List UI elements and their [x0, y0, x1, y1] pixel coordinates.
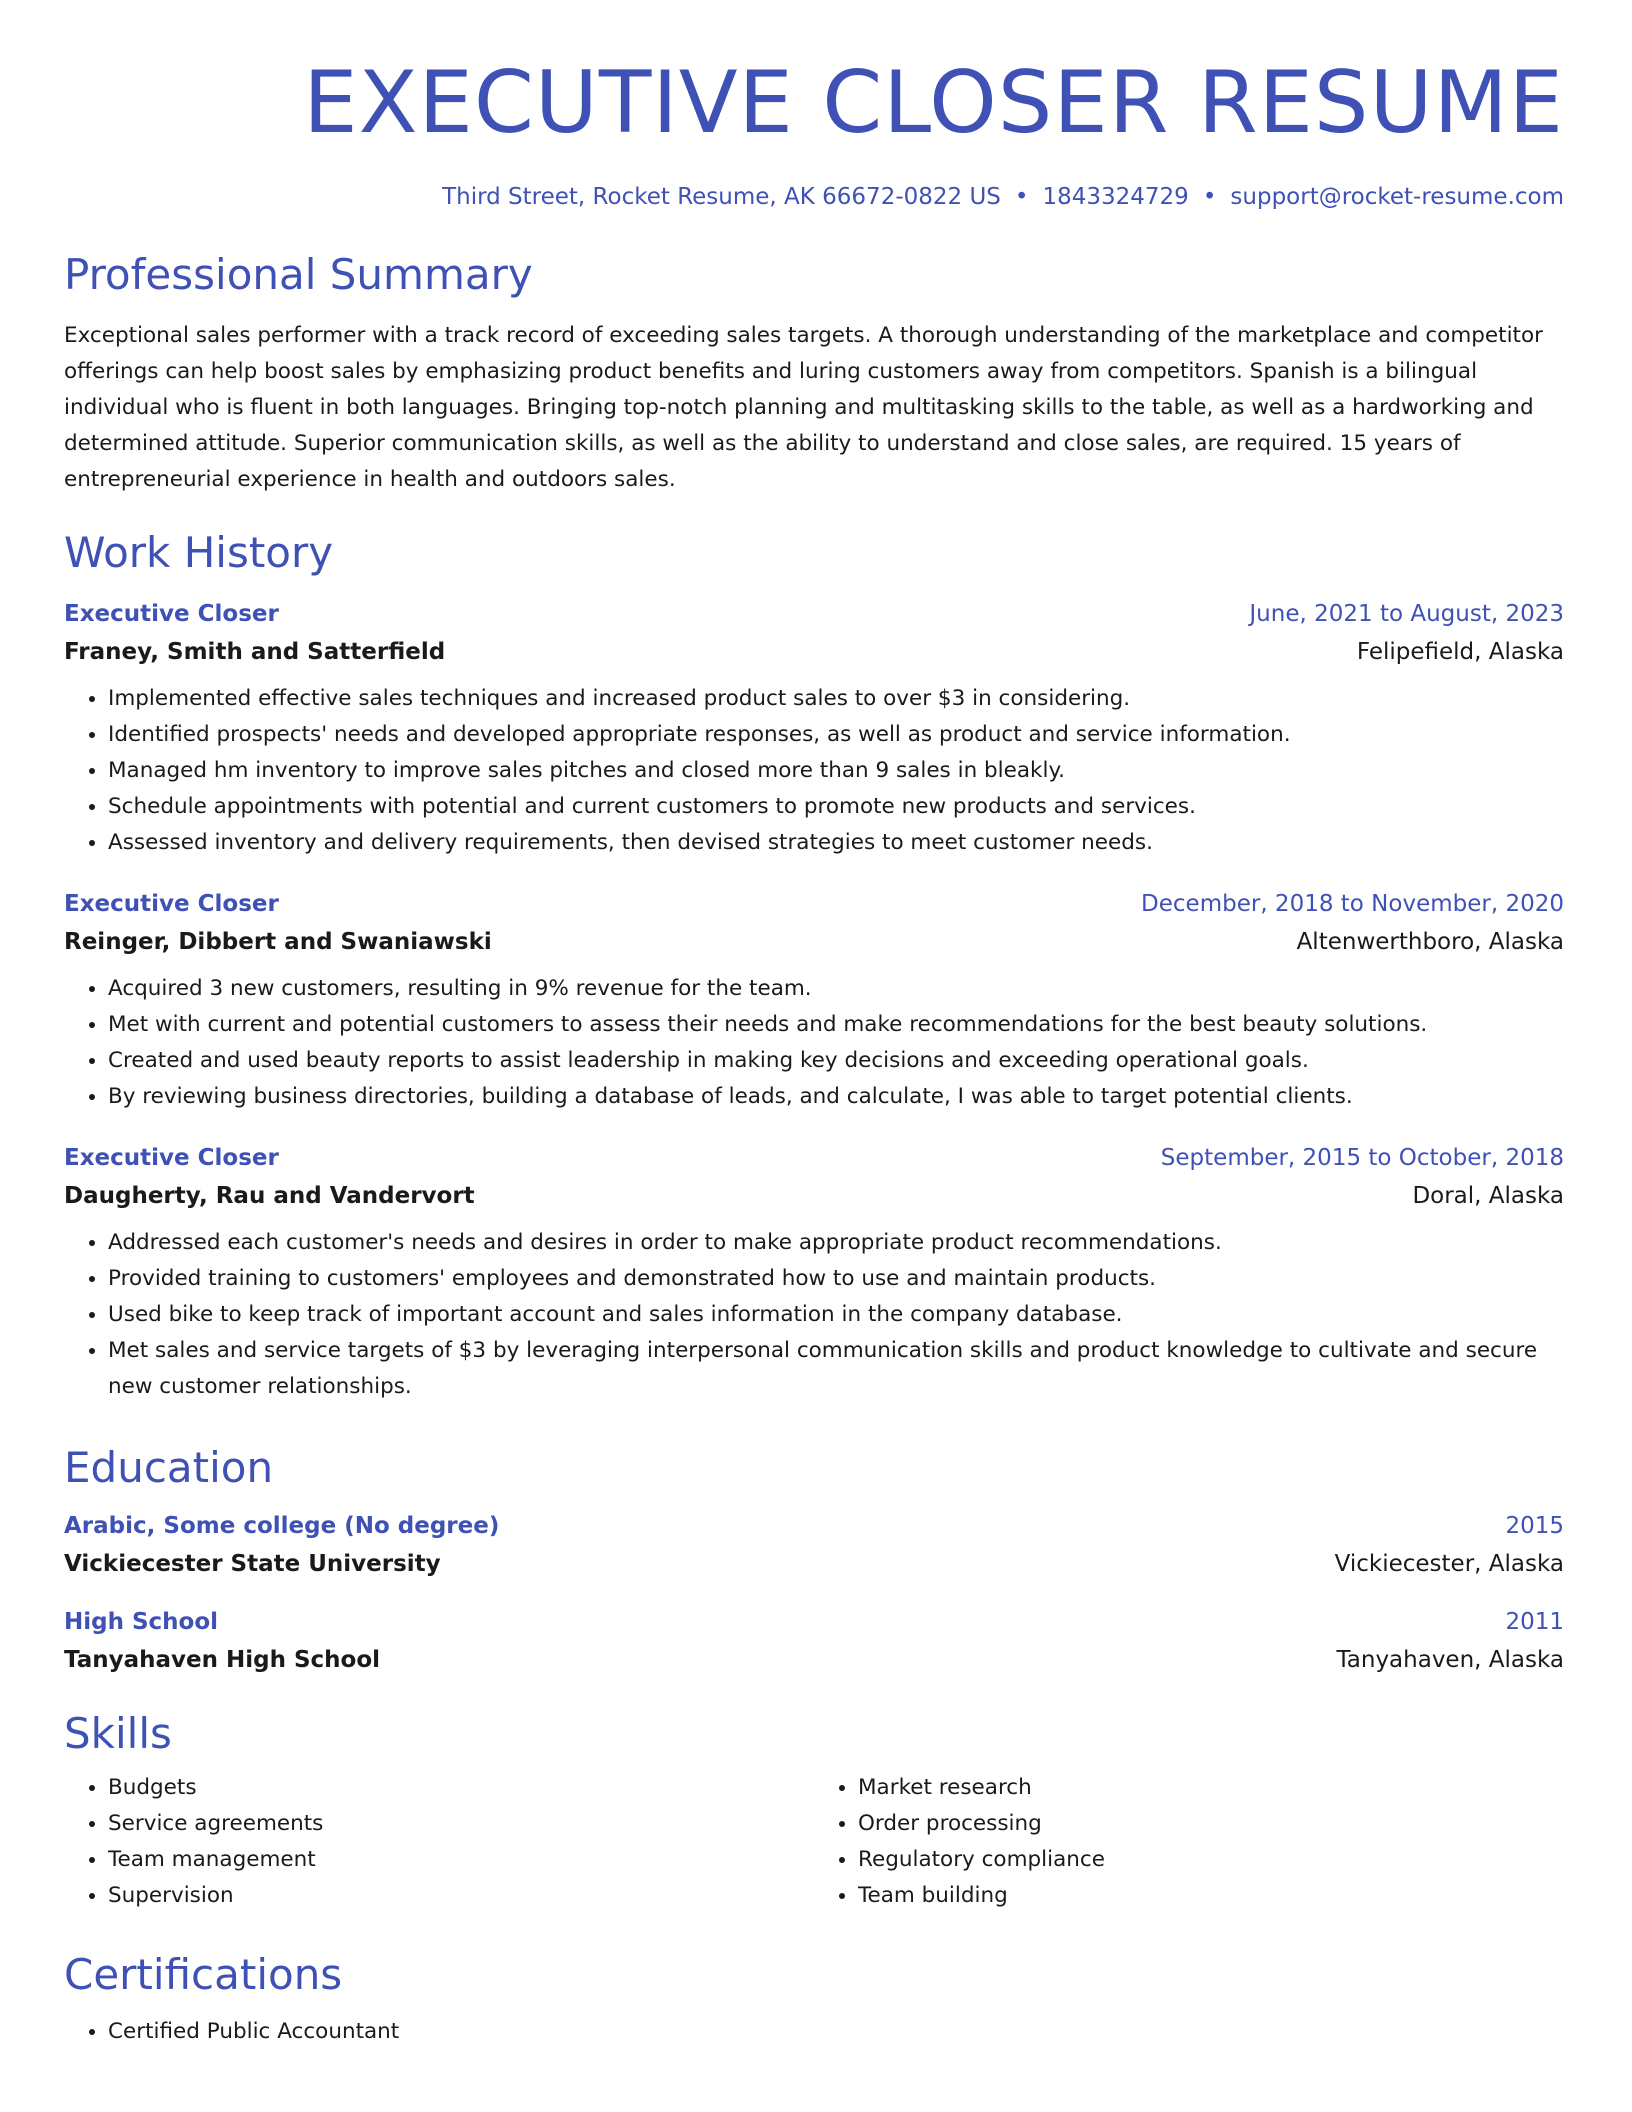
list-item: • Schedule appointments with potential and current customers to promote new products and services.: [108, 789, 1564, 825]
skill-item: • Market research: [858, 1770, 1564, 1806]
list-item: • Acquired 3 new customers, resulting in 9% revenue for the team.: [108, 971, 1564, 1007]
separator: •: [1014, 184, 1029, 210]
list-item: • Implemented effective sales techniques and increased product sales to over $3 in considering.: [108, 681, 1564, 717]
job-title: Executive Closer: [64, 600, 279, 627]
list-item: • Managed hm inventory to improve sales pitches and closed more than 9 sales in bleakly.: [108, 753, 1564, 789]
skills-column-right: [814, 1770, 1564, 1914]
school-location: Tanyahaven, Alaska: [1336, 1647, 1564, 1674]
job-dates: June, 2021 to August, 2023: [1249, 600, 1564, 627]
job-location: Altenwerthboro, Alaska: [1296, 928, 1564, 955]
job-entry: [64, 1145, 1564, 1405]
summary-text: Exceptional sales performer with a track record of exceeding sales targets. A thorough understanding of the marketplace and competitor offerings can help boost sales by emphasizing product benefits and luring customers away from competitors. Spanish is a bilingual individual who is fluent in both languages. Bringing top-notch planning and multitasking skills to the table, as well as a hardworking and determined attitude. Superior communication skills, as well as the ability to understand and close sales, are required. 15 years of entrepreneurial experience in health and outdoors sales.: [64, 323, 1543, 493]
skills-heading: Skills: [64, 1709, 172, 1759]
education-year: 2015: [1505, 1513, 1564, 1540]
address: Third Street, Rocket Resume, AK 66672-0822 US: [442, 184, 1001, 210]
phone: 1843324729: [1042, 184, 1189, 210]
education-entry: [64, 1609, 1564, 1673]
list-item: • Met sales and service targets of $3 by leveraging interpersonal communication skills and product knowledge to cultivate and secure new customer relationships.: [108, 1333, 1564, 1405]
certifications-heading: Certifications: [64, 1949, 343, 1999]
skill-item: • Budgets: [108, 1770, 814, 1806]
list-item: • Identified prospects' needs and developed appropriate responses, as well as product and service information.: [108, 717, 1564, 753]
list-item: • Met with current and potential customers to assess their needs and make recommendations for the best beauty solutions.: [108, 1007, 1564, 1043]
skill-item: • Regulatory compliance: [858, 1842, 1564, 1878]
education-heading: Education: [64, 1442, 274, 1492]
job-dates: December, 2018 to November, 2020: [1141, 890, 1564, 917]
school-name: Vickiecester State University: [64, 1551, 441, 1578]
skill-item: • Supervision: [108, 1878, 814, 1914]
degree: High School: [64, 1609, 219, 1636]
job-bullets: [64, 681, 1564, 861]
job-dates: September, 2015 to October, 2018: [1160, 1144, 1564, 1171]
education-entry: [64, 1513, 1564, 1577]
job-bullets: [64, 971, 1564, 1115]
summary-heading: Professional Summary: [64, 250, 533, 299]
job-location: Felipefield, Alaska: [1356, 638, 1564, 665]
job-entry: [64, 601, 1564, 861]
job-company: Reinger, Dibbert and Swaniawski: [64, 928, 492, 955]
certification-item: • Certified Public Accountant: [108, 2014, 1564, 2050]
separator: •: [1202, 184, 1217, 210]
job-company: Franey, Smith and Satterfield: [64, 638, 446, 665]
list-item: • Assessed inventory and delivery requirements, then devised strategies to meet customer needs.: [108, 825, 1564, 861]
job-title: Executive Closer: [64, 890, 279, 917]
school-name: Tanyahaven High School: [64, 1647, 381, 1674]
list-item: • Used bike to keep track of important account and sales information in the company database.: [108, 1297, 1564, 1333]
skill-item: • Team building: [858, 1878, 1564, 1914]
work-history-heading: Work History: [64, 528, 334, 578]
skill-item: • Service agreements: [108, 1806, 814, 1842]
email-link[interactable]: support@rocket-resume.com: [1230, 184, 1564, 210]
list-item: • By reviewing business directories, building a database of leads, and calculate, I was able to target potential clients.: [108, 1079, 1564, 1115]
job-location: Doral, Alaska: [1412, 1182, 1564, 1209]
skills-column-left: [64, 1770, 814, 1914]
resume-title: EXECUTIVE CLOSER RESUME: [303, 53, 1564, 153]
skill-item: • Order processing: [858, 1806, 1564, 1842]
skill-item: • Team management: [108, 1842, 814, 1878]
certifications-list: [64, 2014, 1564, 2050]
education-year: 2011: [1505, 1609, 1564, 1636]
list-item: • Provided training to customers' employees and demonstrated how to use and maintain products.: [108, 1261, 1564, 1297]
list-item: • Created and used beauty reports to assist leadership in making key decisions and exceeding operational goals.: [108, 1043, 1564, 1079]
job-entry: [64, 891, 1564, 1115]
job-title: Executive Closer: [64, 1144, 279, 1171]
contact-line: [64, 184, 1564, 210]
skills-list: [64, 1770, 1564, 1914]
school-location: Vickiecester, Alaska: [1334, 1551, 1564, 1578]
job-bullets: [64, 1225, 1564, 1405]
degree: Arabic, Some college (No degree): [64, 1513, 500, 1540]
list-item: • Addressed each customer's needs and desires in order to make appropriate product recommendations.: [108, 1225, 1564, 1261]
job-company: Daugherty, Rau and Vandervort: [64, 1182, 475, 1209]
